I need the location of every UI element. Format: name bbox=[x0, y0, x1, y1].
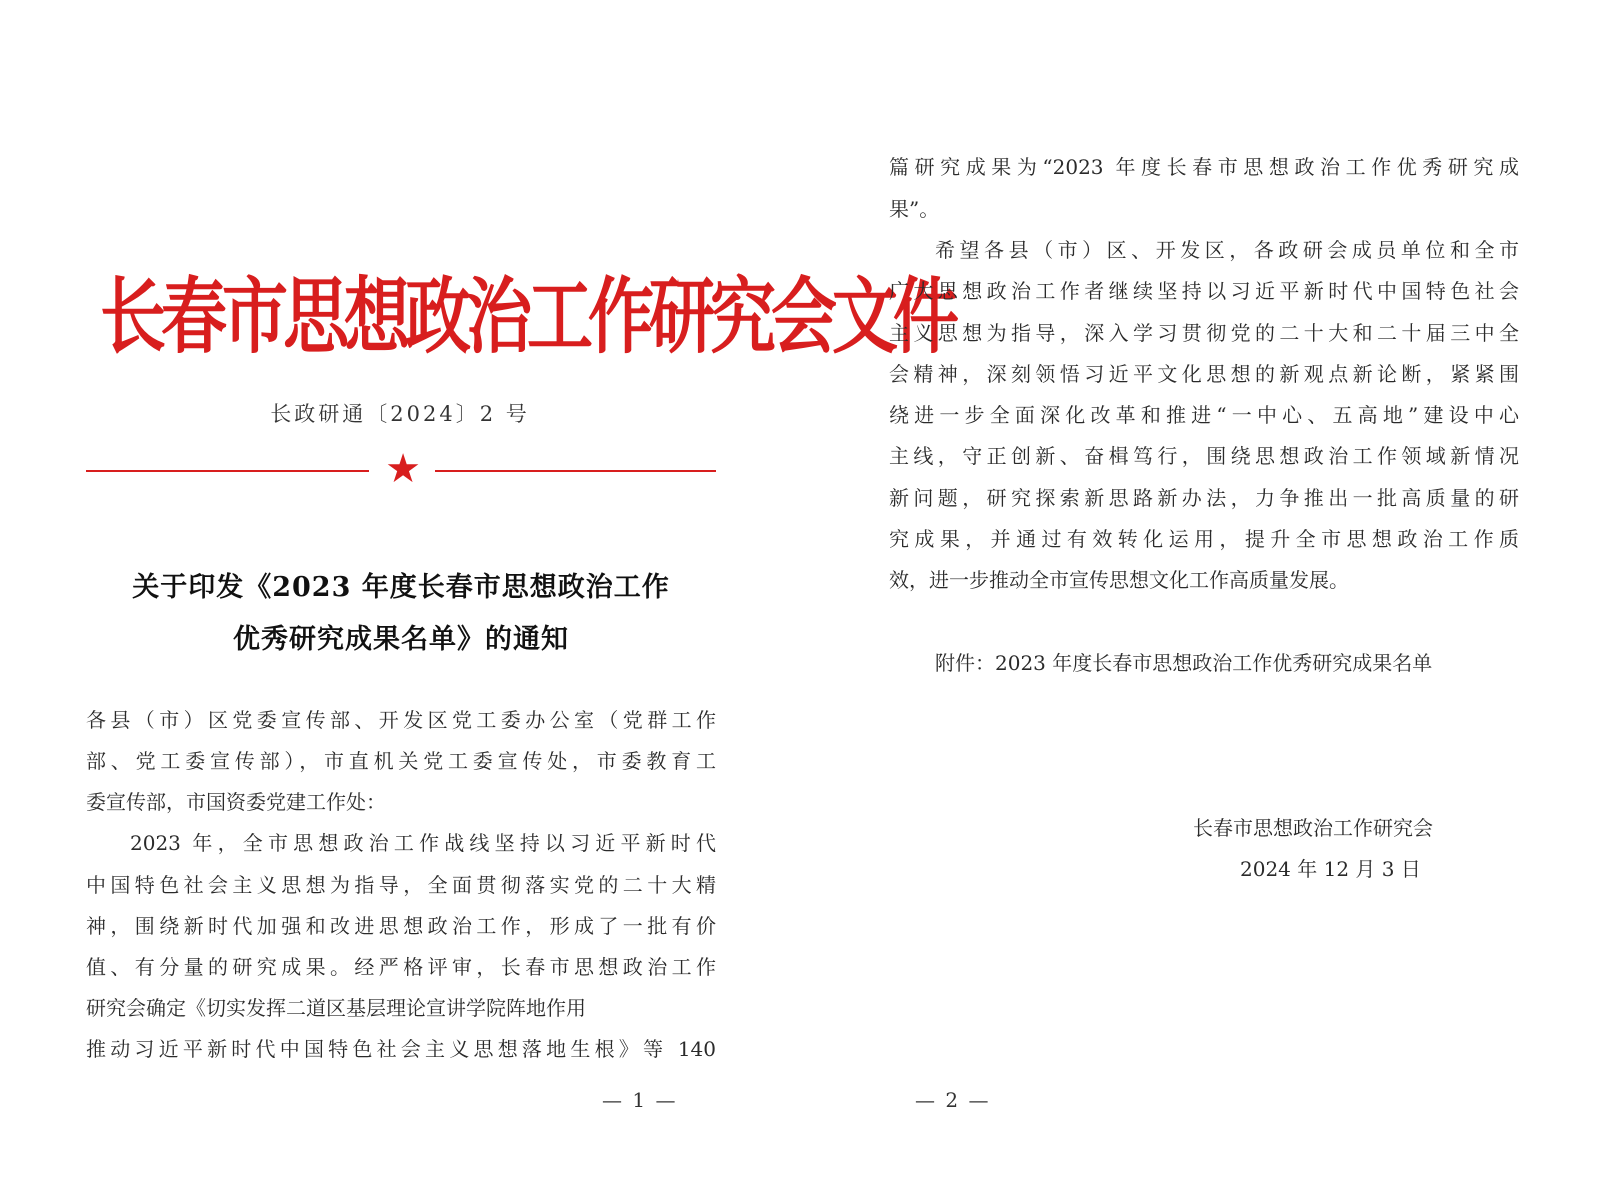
paragraph-line: 神，围绕新时代加强和改进思想政治工作，形成了一批有价 bbox=[86, 914, 716, 938]
notice-title bbox=[86, 562, 716, 666]
paragraph-line: 篇研究成果为“2023 年度长春市思想政治工作优秀研究成 bbox=[889, 155, 1519, 179]
recipients-line: 部、党工委宣传部），市直机关党工委宣传处，市委教育工 bbox=[86, 749, 716, 773]
notice-title-line: 优秀研究成果名单》的通知 bbox=[233, 624, 569, 655]
paragraph-line: 值、有分量的研究成果。经严格评审，长春市思想政治工作 bbox=[86, 955, 716, 979]
recipients-line: 委宣传部，市国资委党建工作处： bbox=[86, 790, 386, 814]
paragraph-line: 会精神，深刻领悟习近平文化思想的新观点新论断，紧紧围 bbox=[889, 362, 1519, 386]
paragraph-line: 绕进一步全面深化改革和推进“一中心、五高地”建设中心 bbox=[889, 403, 1519, 427]
document-number: 长政研通〔2024〕2 号 bbox=[270, 402, 530, 426]
red-star-icon: ★ bbox=[385, 446, 421, 492]
red-rule-right bbox=[435, 470, 716, 472]
paragraph-line: 效，进一步推动全市宣传思想文化工作高质量发展。 bbox=[889, 568, 1349, 592]
red-rule-left bbox=[86, 470, 369, 472]
paragraph-line: 希望各县（市）区、开发区，各政研会成员单位和全市 bbox=[935, 238, 1519, 262]
paragraph-line: 究成果，并通过有效转化运用，提升全市思想政治工作质 bbox=[889, 527, 1519, 551]
paragraph-line: 果”。 bbox=[889, 197, 940, 221]
attachment-note: 附件：2023 年度长春市思想政治工作优秀研究成果名单 bbox=[935, 651, 1433, 675]
page-number: — 2 — bbox=[915, 1088, 991, 1112]
paragraph-line: 新问题，研究探索新思路新办法，力争推出一批高质量的研 bbox=[889, 486, 1519, 510]
notice-title-line: 关于印发《2023 年度长春市思想政治工作 bbox=[132, 572, 670, 603]
paragraph-line: 主线，守正创新、奋楫笃行，围绕思想政治工作领域新情况 bbox=[889, 444, 1519, 468]
signature-date: 2024 年 12 月 3 日 bbox=[1240, 857, 1421, 881]
paragraph-line: 主义思想为指导，深入学习贯彻党的二十大和二十届三中全 bbox=[889, 321, 1519, 345]
paragraph-line: 广大思想政治工作者继续坚持以习近平新时代中国特色社会 bbox=[889, 279, 1519, 303]
paragraph-line: 推动习近平新时代中国特色社会主义思想落地生根》等 140 bbox=[86, 1037, 716, 1061]
recipients-line: 各县（市）区党委宣传部、开发区党工委办公室（党群工作 bbox=[86, 708, 716, 732]
page-2 bbox=[800, 0, 1600, 1200]
paragraph-line: 中国特色社会主义思想为指导，全面贯彻落实党的二十大精 bbox=[86, 873, 716, 897]
page-number: — 1 — bbox=[602, 1088, 678, 1112]
paragraph-line: 2023 年，全市思想政治工作战线坚持以习近平新时代 bbox=[130, 831, 716, 855]
signature-org: 长春市思想政治工作研究会 bbox=[1193, 816, 1433, 840]
document-header-title: 长春市思想政治工作研究会文件 bbox=[100, 268, 954, 365]
paragraph-line: 研究会确定《切实发挥二道区基层理论宣讲学院阵地作用 bbox=[86, 996, 586, 1020]
